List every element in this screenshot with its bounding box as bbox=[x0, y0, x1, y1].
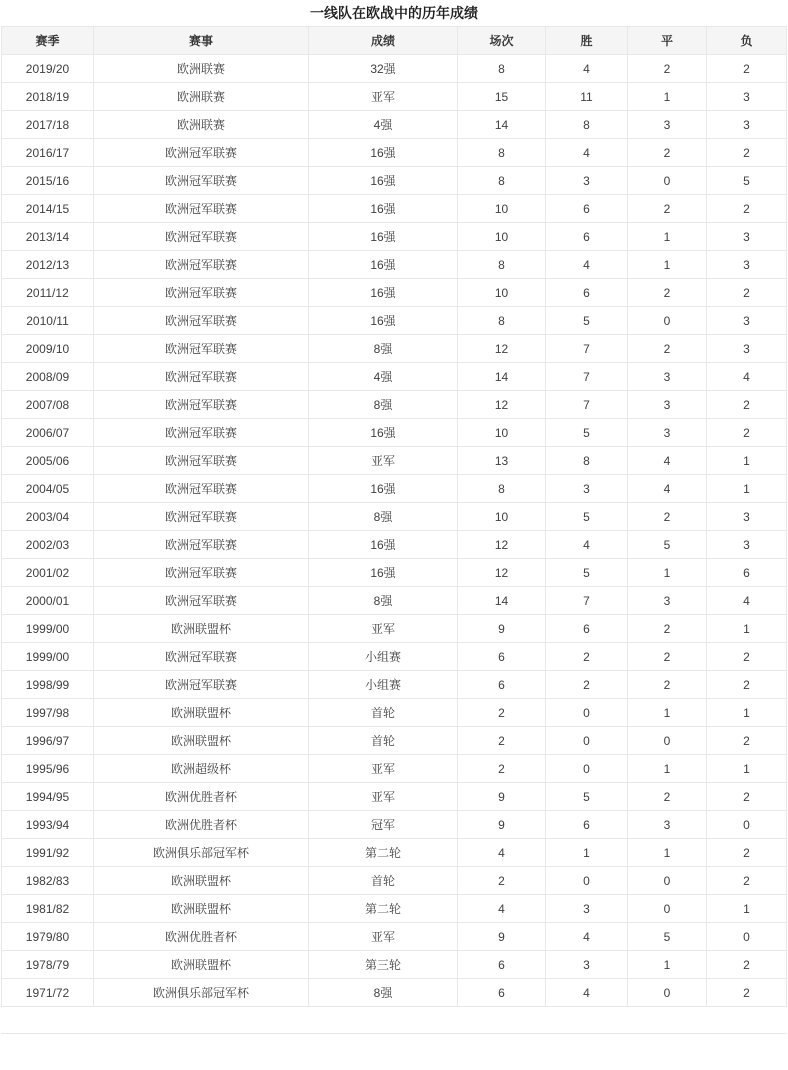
table-row bbox=[2, 727, 787, 755]
table-cell: 0 bbox=[546, 699, 628, 727]
table-cell: 3 bbox=[707, 307, 787, 335]
table-cell: 16强 bbox=[309, 139, 458, 167]
table-cell: 10 bbox=[458, 419, 546, 447]
table-cell: 2 bbox=[707, 279, 787, 307]
table-cell: 欧洲冠军联赛 bbox=[94, 419, 309, 447]
table-cell: 8强 bbox=[309, 979, 458, 1007]
table-cell: 5 bbox=[707, 167, 787, 195]
table-cell: 3 bbox=[546, 475, 628, 503]
table-cell: 0 bbox=[546, 727, 628, 755]
table-cell: 欧洲冠军联赛 bbox=[94, 503, 309, 531]
table-cell: 亚军 bbox=[309, 755, 458, 783]
table-cell: 1 bbox=[707, 615, 787, 643]
table-cell: 2009/10 bbox=[2, 335, 94, 363]
table-row bbox=[2, 279, 787, 307]
table-cell: 2018/19 bbox=[2, 83, 94, 111]
table-cell: 6 bbox=[458, 979, 546, 1007]
table-cell: 3 bbox=[707, 83, 787, 111]
table-cell: 1997/98 bbox=[2, 699, 94, 727]
table-cell: 2 bbox=[707, 195, 787, 223]
table-row bbox=[2, 363, 787, 391]
table-cell: 2000/01 bbox=[2, 587, 94, 615]
table-cell: 1971/72 bbox=[2, 979, 94, 1007]
table-cell: 2 bbox=[546, 643, 628, 671]
table-cell: 10 bbox=[458, 223, 546, 251]
table-row bbox=[2, 251, 787, 279]
table-cell: 0 bbox=[628, 307, 707, 335]
column-header: 成绩 bbox=[309, 27, 458, 55]
table-cell: 第二轮 bbox=[309, 895, 458, 923]
table-row bbox=[2, 699, 787, 727]
table-cell: 欧洲联赛 bbox=[94, 55, 309, 83]
table-cell: 5 bbox=[546, 783, 628, 811]
table-cell: 欧洲联赛 bbox=[94, 111, 309, 139]
table-cell: 0 bbox=[707, 811, 787, 839]
table-cell: 2 bbox=[707, 727, 787, 755]
table-cell: 2016/17 bbox=[2, 139, 94, 167]
table-row bbox=[2, 839, 787, 867]
table-cell: 16强 bbox=[309, 475, 458, 503]
table-cell: 11 bbox=[546, 83, 628, 111]
table-cell: 欧洲联赛 bbox=[94, 83, 309, 111]
table-cell: 欧洲冠军联赛 bbox=[94, 671, 309, 699]
table-cell: 14 bbox=[458, 111, 546, 139]
table-cell: 4 bbox=[707, 363, 787, 391]
table-cell: 小组赛 bbox=[309, 671, 458, 699]
table-cell: 0 bbox=[628, 895, 707, 923]
table-cell: 8 bbox=[458, 307, 546, 335]
table-cell: 欧洲冠军联赛 bbox=[94, 475, 309, 503]
table-cell: 0 bbox=[546, 755, 628, 783]
table-cell: 14 bbox=[458, 363, 546, 391]
table-cell: 2007/08 bbox=[2, 391, 94, 419]
table-cell: 5 bbox=[628, 923, 707, 951]
table-cell: 5 bbox=[546, 503, 628, 531]
table-row bbox=[2, 615, 787, 643]
table-cell: 1994/95 bbox=[2, 783, 94, 811]
table-cell: 6 bbox=[546, 279, 628, 307]
table-row bbox=[2, 559, 787, 587]
table-cell: 首轮 bbox=[309, 699, 458, 727]
table-cell: 16强 bbox=[309, 279, 458, 307]
table-cell: 2004/05 bbox=[2, 475, 94, 503]
table-cell: 6 bbox=[546, 615, 628, 643]
table-cell: 32强 bbox=[309, 55, 458, 83]
table-cell: 2005/06 bbox=[2, 447, 94, 475]
table-cell: 欧洲冠军联赛 bbox=[94, 251, 309, 279]
table-cell: 2 bbox=[628, 139, 707, 167]
table-cell: 8 bbox=[458, 139, 546, 167]
table-cell: 2010/11 bbox=[2, 307, 94, 335]
table-cell: 8 bbox=[458, 475, 546, 503]
table-cell: 3 bbox=[628, 811, 707, 839]
table-cell: 0 bbox=[707, 923, 787, 951]
table-cell: 亚军 bbox=[309, 615, 458, 643]
table-cell: 4 bbox=[546, 923, 628, 951]
table-cell: 9 bbox=[458, 783, 546, 811]
table-cell: 4强 bbox=[309, 363, 458, 391]
table-cell: 2019/20 bbox=[2, 55, 94, 83]
table-cell: 欧洲优胜者杯 bbox=[94, 783, 309, 811]
table-cell: 2 bbox=[628, 671, 707, 699]
table-row bbox=[2, 643, 787, 671]
table-cell: 小组赛 bbox=[309, 643, 458, 671]
table-cell: 欧洲优胜者杯 bbox=[94, 923, 309, 951]
table-cell: 1998/99 bbox=[2, 671, 94, 699]
table-cell: 16强 bbox=[309, 307, 458, 335]
table-cell: 欧洲联盟杯 bbox=[94, 699, 309, 727]
table-cell: 首轮 bbox=[309, 727, 458, 755]
table-cell: 1 bbox=[628, 83, 707, 111]
table-cell: 2 bbox=[707, 979, 787, 1007]
results-table bbox=[1, 26, 787, 1007]
table-cell: 4 bbox=[628, 475, 707, 503]
table-cell: 2 bbox=[707, 55, 787, 83]
table-cell: 0 bbox=[628, 867, 707, 895]
table-cell: 16强 bbox=[309, 251, 458, 279]
table-cell: 欧洲联盟杯 bbox=[94, 951, 309, 979]
table-cell: 2 bbox=[707, 783, 787, 811]
table-cell: 16强 bbox=[309, 223, 458, 251]
table-cell: 欧洲冠军联赛 bbox=[94, 335, 309, 363]
table-cell: 首轮 bbox=[309, 867, 458, 895]
table-cell: 16强 bbox=[309, 195, 458, 223]
table-cell: 3 bbox=[628, 111, 707, 139]
table-cell: 4 bbox=[458, 839, 546, 867]
table-cell: 2 bbox=[707, 951, 787, 979]
table-cell: 0 bbox=[628, 727, 707, 755]
table-cell: 3 bbox=[707, 111, 787, 139]
table-cell: 亚军 bbox=[309, 923, 458, 951]
table-cell: 2 bbox=[628, 783, 707, 811]
table-cell: 12 bbox=[458, 559, 546, 587]
table-row bbox=[2, 111, 787, 139]
table-cell: 2 bbox=[628, 503, 707, 531]
table-cell: 2006/07 bbox=[2, 419, 94, 447]
table-row bbox=[2, 867, 787, 895]
table-cell: 4 bbox=[546, 55, 628, 83]
table-cell: 1993/94 bbox=[2, 811, 94, 839]
table-cell: 亚军 bbox=[309, 447, 458, 475]
table-row bbox=[2, 923, 787, 951]
table-cell: 14 bbox=[458, 587, 546, 615]
table-cell: 8 bbox=[458, 167, 546, 195]
table-cell: 1995/96 bbox=[2, 755, 94, 783]
table-cell: 2 bbox=[628, 55, 707, 83]
table-row bbox=[2, 475, 787, 503]
table-row bbox=[2, 223, 787, 251]
table-cell: 7 bbox=[546, 391, 628, 419]
table-cell: 3 bbox=[546, 167, 628, 195]
table-cell: 2012/13 bbox=[2, 251, 94, 279]
table-row bbox=[2, 307, 787, 335]
table-cell: 4 bbox=[458, 895, 546, 923]
table-cell: 1 bbox=[707, 755, 787, 783]
table-cell: 2 bbox=[628, 643, 707, 671]
table-cell: 1981/82 bbox=[2, 895, 94, 923]
table-row bbox=[2, 671, 787, 699]
table-row bbox=[2, 195, 787, 223]
table-cell: 1 bbox=[628, 951, 707, 979]
table-cell: 3 bbox=[707, 251, 787, 279]
table-cell: 9 bbox=[458, 923, 546, 951]
table-cell: 1 bbox=[628, 223, 707, 251]
table-cell: 2 bbox=[707, 867, 787, 895]
table-cell: 12 bbox=[458, 335, 546, 363]
table-row bbox=[2, 951, 787, 979]
table-cell: 8 bbox=[458, 251, 546, 279]
table-cell: 欧洲冠军联赛 bbox=[94, 643, 309, 671]
table-row bbox=[2, 139, 787, 167]
table-cell: 4 bbox=[628, 447, 707, 475]
table-cell: 2001/02 bbox=[2, 559, 94, 587]
table-cell: 4 bbox=[546, 251, 628, 279]
table-cell: 7 bbox=[546, 363, 628, 391]
table-cell: 12 bbox=[458, 391, 546, 419]
table-cell: 3 bbox=[628, 587, 707, 615]
table-row bbox=[2, 783, 787, 811]
table-cell: 3 bbox=[707, 223, 787, 251]
table-cell: 5 bbox=[628, 531, 707, 559]
table-cell: 冠军 bbox=[309, 811, 458, 839]
table-cell: 13 bbox=[458, 447, 546, 475]
table-cell: 2015/16 bbox=[2, 167, 94, 195]
table-cell: 欧洲冠军联赛 bbox=[94, 195, 309, 223]
table-cell: 欧洲冠军联赛 bbox=[94, 559, 309, 587]
table-cell: 欧洲冠军联赛 bbox=[94, 447, 309, 475]
table-cell: 5 bbox=[546, 559, 628, 587]
table-cell: 3 bbox=[628, 363, 707, 391]
table-cell: 1 bbox=[628, 251, 707, 279]
table-cell: 4强 bbox=[309, 111, 458, 139]
column-header: 赛季 bbox=[2, 27, 94, 55]
table-cell: 第三轮 bbox=[309, 951, 458, 979]
table-row bbox=[2, 391, 787, 419]
table-cell: 1 bbox=[707, 699, 787, 727]
table-cell: 欧洲联盟杯 bbox=[94, 895, 309, 923]
table-cell: 欧洲冠军联赛 bbox=[94, 223, 309, 251]
table-cell: 欧洲冠军联赛 bbox=[94, 139, 309, 167]
table-row bbox=[2, 895, 787, 923]
table-cell: 1 bbox=[707, 447, 787, 475]
table-cell: 2 bbox=[628, 195, 707, 223]
table-cell: 4 bbox=[546, 979, 628, 1007]
table-cell: 7 bbox=[546, 587, 628, 615]
table-cell: 3 bbox=[546, 951, 628, 979]
table-cell: 8强 bbox=[309, 503, 458, 531]
table-cell: 欧洲联盟杯 bbox=[94, 867, 309, 895]
table-row bbox=[2, 755, 787, 783]
table-cell: 欧洲俱乐部冠军杯 bbox=[94, 979, 309, 1007]
table-cell: 欧洲优胜者杯 bbox=[94, 811, 309, 839]
table-cell: 2 bbox=[707, 643, 787, 671]
table-header-row bbox=[2, 27, 787, 55]
table-cell: 8强 bbox=[309, 335, 458, 363]
table-cell: 欧洲冠军联赛 bbox=[94, 391, 309, 419]
column-header: 赛事 bbox=[94, 27, 309, 55]
table-cell: 欧洲冠军联赛 bbox=[94, 307, 309, 335]
table-cell: 1 bbox=[707, 895, 787, 923]
table-cell: 8 bbox=[546, 111, 628, 139]
column-header: 场次 bbox=[458, 27, 546, 55]
table-cell: 4 bbox=[546, 531, 628, 559]
table-cell: 6 bbox=[546, 223, 628, 251]
table-cell: 亚军 bbox=[309, 83, 458, 111]
table-cell: 4 bbox=[546, 139, 628, 167]
table-cell: 2 bbox=[628, 279, 707, 307]
table-cell: 欧洲冠军联赛 bbox=[94, 363, 309, 391]
table-row bbox=[2, 531, 787, 559]
table-cell: 8强 bbox=[309, 587, 458, 615]
table-cell: 2011/12 bbox=[2, 279, 94, 307]
table-row bbox=[2, 979, 787, 1007]
table-cell: 7 bbox=[546, 335, 628, 363]
table-row bbox=[2, 335, 787, 363]
table-cell: 2 bbox=[707, 139, 787, 167]
table-cell: 3 bbox=[546, 895, 628, 923]
table-cell: 12 bbox=[458, 531, 546, 559]
table-row bbox=[2, 503, 787, 531]
table-cell: 16强 bbox=[309, 419, 458, 447]
table-cell: 1979/80 bbox=[2, 923, 94, 951]
column-header: 胜 bbox=[546, 27, 628, 55]
table-cell: 1991/92 bbox=[2, 839, 94, 867]
table-cell: 2 bbox=[628, 615, 707, 643]
table-cell: 9 bbox=[458, 615, 546, 643]
table-cell: 2008/09 bbox=[2, 363, 94, 391]
table-cell: 2 bbox=[707, 391, 787, 419]
table-cell: 6 bbox=[458, 643, 546, 671]
table-cell: 1 bbox=[707, 475, 787, 503]
table-cell: 6 bbox=[546, 195, 628, 223]
column-header: 平 bbox=[628, 27, 707, 55]
table-cell: 9 bbox=[458, 811, 546, 839]
page-title: 一线队在欧战中的历年成绩 bbox=[310, 5, 478, 21]
table-row bbox=[2, 587, 787, 615]
table-cell: 2 bbox=[707, 671, 787, 699]
table-cell: 0 bbox=[628, 979, 707, 1007]
table-cell: 欧洲冠军联赛 bbox=[94, 531, 309, 559]
table-cell: 15 bbox=[458, 83, 546, 111]
table-cell: 欧洲联盟杯 bbox=[94, 727, 309, 755]
table-cell: 16强 bbox=[309, 167, 458, 195]
table-cell: 1 bbox=[628, 755, 707, 783]
table-cell: 4 bbox=[707, 587, 787, 615]
table-cell: 0 bbox=[546, 867, 628, 895]
table-cell: 16强 bbox=[309, 531, 458, 559]
table-cell: 2 bbox=[546, 671, 628, 699]
table-cell: 欧洲冠军联赛 bbox=[94, 167, 309, 195]
table-cell: 2017/18 bbox=[2, 111, 94, 139]
table-cell: 欧洲冠军联赛 bbox=[94, 279, 309, 307]
table-cell: 1996/97 bbox=[2, 727, 94, 755]
table-cell: 亚军 bbox=[309, 783, 458, 811]
table-cell: 3 bbox=[628, 419, 707, 447]
table-bottom-border bbox=[1, 1007, 786, 1034]
table-cell: 5 bbox=[546, 307, 628, 335]
table-cell: 2 bbox=[458, 699, 546, 727]
table-cell: 2013/14 bbox=[2, 223, 94, 251]
table-cell: 2 bbox=[707, 839, 787, 867]
table-cell: 1982/83 bbox=[2, 867, 94, 895]
table-cell: 1 bbox=[628, 839, 707, 867]
table-cell: 欧洲联盟杯 bbox=[94, 615, 309, 643]
table-cell: 6 bbox=[707, 559, 787, 587]
table-cell: 2 bbox=[458, 867, 546, 895]
table-cell: 3 bbox=[707, 335, 787, 363]
table-cell: 6 bbox=[458, 671, 546, 699]
table-cell: 1 bbox=[628, 699, 707, 727]
results-table-body bbox=[2, 55, 787, 1007]
table-cell: 2002/03 bbox=[2, 531, 94, 559]
table-cell: 1978/79 bbox=[2, 951, 94, 979]
table-cell: 3 bbox=[707, 531, 787, 559]
table-cell: 2 bbox=[458, 755, 546, 783]
table-cell: 5 bbox=[546, 419, 628, 447]
table-row bbox=[2, 83, 787, 111]
table-header bbox=[2, 27, 787, 55]
table-cell: 8强 bbox=[309, 391, 458, 419]
table-cell: 2 bbox=[628, 335, 707, 363]
table-cell: 1999/00 bbox=[2, 643, 94, 671]
table-cell: 10 bbox=[458, 503, 546, 531]
table-cell: 3 bbox=[628, 391, 707, 419]
table-cell: 1 bbox=[546, 839, 628, 867]
table-cell: 欧洲俱乐部冠军杯 bbox=[94, 839, 309, 867]
table-row bbox=[2, 811, 787, 839]
table-cell: 2 bbox=[707, 419, 787, 447]
table-row bbox=[2, 419, 787, 447]
table-cell: 10 bbox=[458, 279, 546, 307]
table-cell: 6 bbox=[458, 951, 546, 979]
column-header: 负 bbox=[707, 27, 787, 55]
table-cell: 10 bbox=[458, 195, 546, 223]
table-row bbox=[2, 55, 787, 83]
table-cell: 2014/15 bbox=[2, 195, 94, 223]
table-cell: 第二轮 bbox=[309, 839, 458, 867]
table-cell: 欧洲冠军联赛 bbox=[94, 587, 309, 615]
table-cell: 0 bbox=[628, 167, 707, 195]
table-cell: 8 bbox=[546, 447, 628, 475]
table-cell: 欧洲超级杯 bbox=[94, 755, 309, 783]
table-cell: 1999/00 bbox=[2, 615, 94, 643]
table-cell: 6 bbox=[546, 811, 628, 839]
table-row bbox=[2, 167, 787, 195]
table-cell: 16强 bbox=[309, 559, 458, 587]
table-cell: 3 bbox=[707, 503, 787, 531]
table-cell: 1 bbox=[628, 559, 707, 587]
table-cell: 2 bbox=[458, 727, 546, 755]
table-cell: 8 bbox=[458, 55, 546, 83]
table-cell: 2003/04 bbox=[2, 503, 94, 531]
table-row bbox=[2, 447, 787, 475]
